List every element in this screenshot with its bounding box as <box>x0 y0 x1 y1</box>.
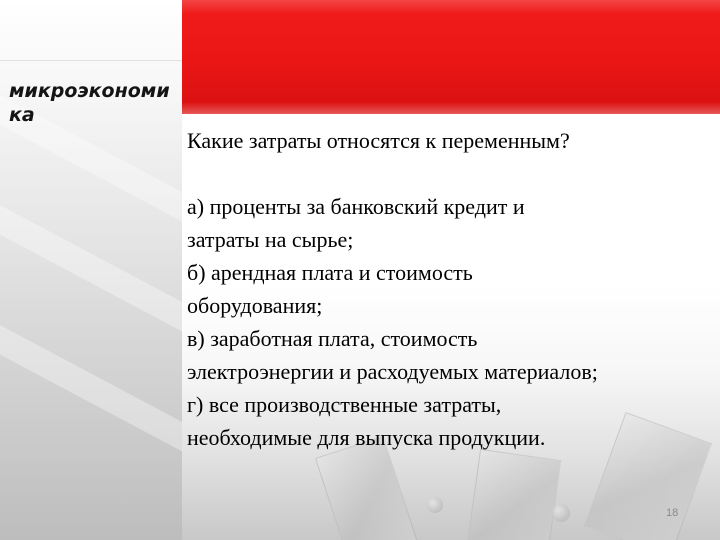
coin-image <box>552 504 570 522</box>
brand-label: микроэкономика <box>9 80 170 126</box>
answer-option-a-line-1: а) проценты за банковский кредит и <box>187 194 525 219</box>
header-fade <box>182 102 720 114</box>
header-shine <box>182 0 720 14</box>
answer-option-c-line-2: электроэнергии и расходуемых материалов; <box>187 359 598 384</box>
header-band <box>182 0 720 114</box>
coin-image <box>427 497 443 513</box>
left-divider <box>0 60 182 61</box>
question-title: Какие затраты относятся к переменным? <box>187 128 570 153</box>
banknote-image <box>465 449 562 540</box>
answer-option-c-line-1: в) заработная плата, стоимость <box>187 326 478 351</box>
answer-option-d-line-1: г) все производственные затраты, <box>187 392 502 417</box>
answer-option-d-line-2: необходимые для выпуска продукции. <box>187 425 546 450</box>
page-number: 18 <box>666 507 679 519</box>
answer-option-a-line-2: затраты на сырье; <box>187 227 354 252</box>
question-block <box>187 124 715 454</box>
answer-option-b-line-2: оборудования; <box>187 293 323 318</box>
answer-option-b-line-1: б) арендная плата и стоимость <box>187 260 473 285</box>
spacer <box>187 157 715 190</box>
